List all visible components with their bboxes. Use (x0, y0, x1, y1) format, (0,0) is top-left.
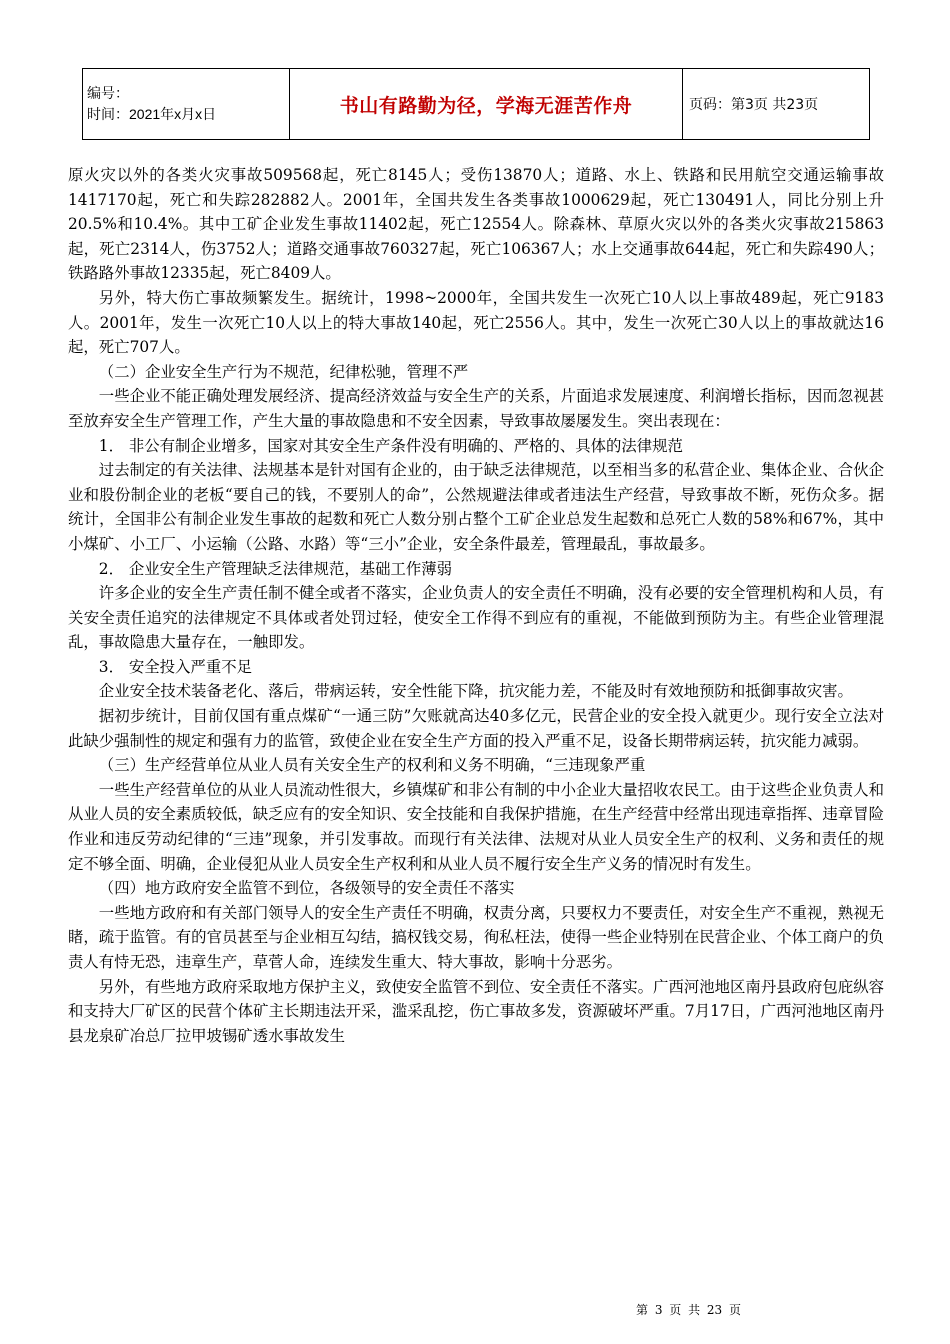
body-paragraph: 据初步统计，目前仅国有重点煤矿“一通三防”欠账就高达40多亿元，民营企业的安全投入就更少。现行安全立法对此缺少强制性的规定和强有力的监管，致使企业在安全生产方面的投入严重不足，设备长期带病运转，抗灾能力减弱。 (68, 707, 884, 750)
body-paragraph: 另外，有些地方政府采取地方保护主义，致使安全监管不到位、安全责任不落实。广西河池地区南丹县政府包庇纵容和支持大厂矿区的民营个体矿主长期违法开采，滥采乱挖，伤亡事故多发，资源破坏严重。7月17日，广西河池地区南丹县龙泉矿冶总厂拉甲坡锡矿透水事故发生 (68, 977, 884, 1045)
document-header (82, 68, 870, 140)
document-body (68, 163, 884, 1048)
body-paragraph: 1． 非公有制企业增多，国家对其安全生产条件没有明确的、严格的、具体的法律规范 (98, 436, 683, 455)
document-time-label: 时间：2021年x月x日 (87, 106, 217, 122)
header-meta-cell (83, 69, 290, 140)
body-paragraph: 过去制定的有关法律、法规基本是针对国有企业的，由于缺乏法律规范，以至相当多的私营企业、集体企业、合伙企业和股份制企业的老板“要自己的钱，不要别人的命”，公然规避法律或者违法生产经营，导致事故不断，死伤众多。据统计，全国非公有制企业发生事故的起数和死亡人数分别占整个工矿企业总发生起数和总死亡人数的58%和67%，其中小煤矿、小工厂、小运输（公路、水路）等“三小”企业，安全条件最差，管理最乱，事故最多。 (68, 461, 884, 553)
body-paragraph: （三）生产经营单位从业人员有关安全生产的权利和义务不明确，“三违现象严重 (98, 756, 646, 775)
body-paragraph: 一些企业不能正确处理发展经济、提高经济效益与安全生产的关系，片面追求发展速度、利润增长指标，因而忽视甚至放弃安全生产管理工作，产生大量的事故隐患和不安全因素，导致事故屡屡发生。突出表现在： (68, 387, 884, 430)
body-paragraph: （二）企业安全生产行为不规范，纪律松驰，管理不严 (98, 362, 469, 381)
header-page-indicator: 页码：第3页 共23页 (683, 69, 870, 140)
body-paragraph: 另外，特大伤亡事故频繁发生。据统计，1998~2000年，全国共发生一次死亡10人以上事故489起，死亡9183人。2001年，发生一次死亡10人以上的特大事故140起，死亡2556人。其中，发生一次死亡30人以上的事故就达16起，死亡707人。 (68, 288, 884, 357)
document-number-label: 编号： (87, 85, 129, 101)
body-paragraph: 企业安全技术装备老化、落后，带病运转，安全性能下降，抗灾能力差，不能及时有效地预防和抵御事故灾害。 (98, 682, 853, 701)
page-footer: 第 3 页 共 23 页 (636, 1303, 741, 1317)
body-paragraph: 一些地方政府和有关部门领导人的安全生产责任不明确，权责分离，只要权力不要责任，对安全生产不重视，熟视无睹，疏于监管。有的官员甚至与企业相互勾结，搞权钱交易，徇私枉法，使得一些企业特别在民营企业、个体工商户的负责人有恃无恐，违章生产，草菅人命，连续发生重大、特大事故，影响十分恶劣。 (68, 903, 884, 971)
body-paragraph: （四）地方政府安全监管不到位，各级领导的安全责任不落实 (98, 879, 515, 898)
body-paragraph: 一些生产经营单位的从业人员流动性很大，乡镇煤矿和非公有制的中小企业大量招收农民工。由于这些企业负责人和从业人员的安全素质较低，缺乏应有的安全知识、安全技能和自我保护措施，在生产经营中经常出现违章指挥、违章冒险作业和违反劳动纪律的“三违”现象，并引发事故。而现行有关法律、法规对从业人员安全生产的权利、义务和责任的规定不够全面、明确，企业侵犯从业人员安全生产权利和从业人员不履行安全生产义务的情况时有发生。 (68, 780, 884, 873)
body-paragraph: 2． 企业安全生产管理缺乏法律规范，基础工作薄弱 (98, 559, 453, 578)
header-motto: 书山有路勤为径，学海无涯苦作舟 (290, 69, 683, 140)
body-paragraph: 原火灾以外的各类火灾事故509568起，死亡8145人；受伤13870人；道路、水上、铁路和民用航空交通运输事故1417170起，死亡和失踪282882人。2001年，全国共发生各类事故1000629起，死亡130491人，同比分别上升20.5%和10.4%。其中工矿企业发生事故11402起，死亡12554人。除森林、草原火灾以外的各类火灾事故215863起，死亡2314人，伤3752人；道路交通事故760327起，死亡106367人；水上交通事故644起，死亡和失踪490人；铁路路外事故12335起，死亡8409人。 (68, 166, 884, 283)
body-paragraph: 3． 安全投入严重不足 (98, 657, 252, 676)
body-paragraph: 许多企业的安全生产责任制不健全或者不落实，企业负责人的安全责任不明确，没有必要的安全管理机构和人员，有关安全责任追究的法律规定不具体或者处罚过轻，使安全工作得不到应有的重视，不能做到预防为主。有些企业管理混乱，事故隐患大量存在，一触即发。 (68, 584, 884, 652)
